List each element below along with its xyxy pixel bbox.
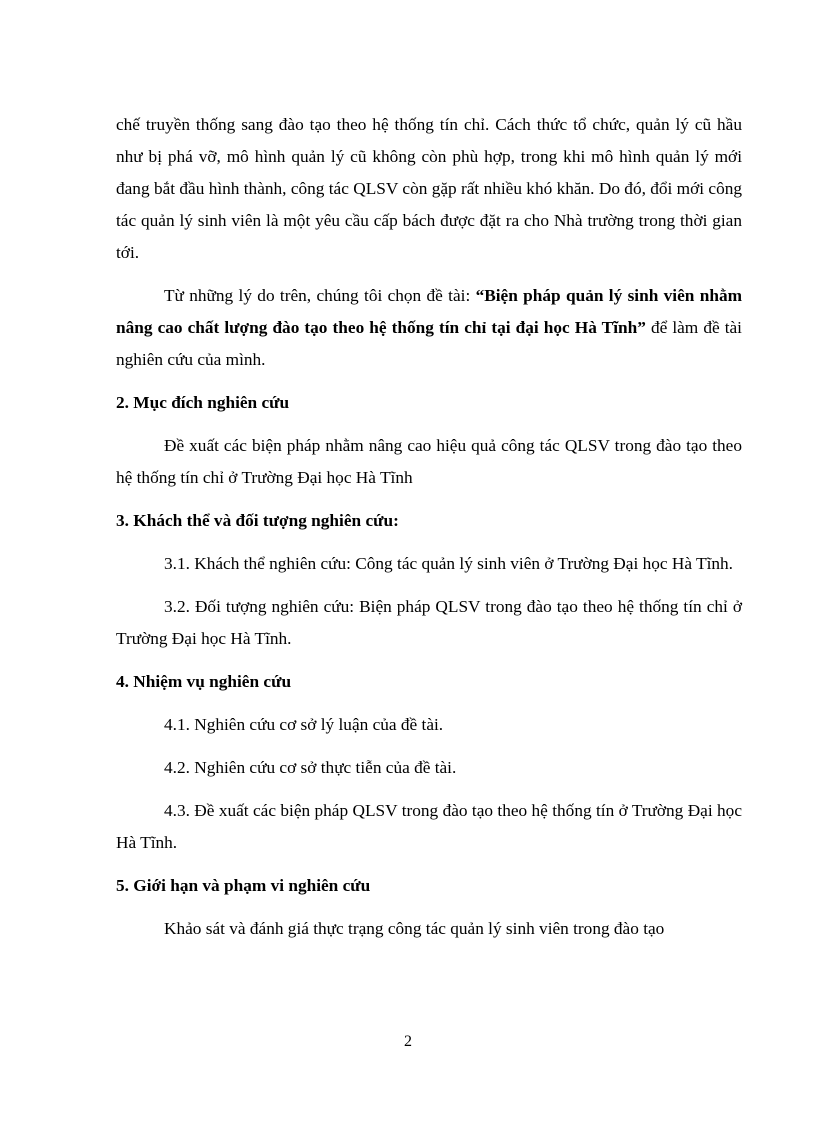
document-page: [116, 109, 742, 945]
section-5-body: Khảo sát và đánh giá thực trạng công tác quản lý sinh viên trong đào tạo: [164, 919, 665, 938]
topic-suffix: để làm đề tài nghiên cứu của mình.: [116, 318, 742, 369]
topic-prefix: Từ những lý do trên, chúng tôi chọn đề tài:: [164, 286, 476, 305]
intro-paragraph: chế truyền thống sang đào tạo theo hệ thống tín chỉ. Cách thức tổ chức, quản lý cũ hầu như bị phá vỡ, mô hình quản lý cũ không còn phù hợp, trong khi mô hình quản lý mới đang bắt đầu hình thành, công tác QLSV còn gặp rất nhiều khó khăn. Do đó, đổi mới công tác quản lý sinh viên là một yêu cầu cấp bách được đặt ra cho Nhà trường trong thời gian tới.: [116, 115, 742, 262]
page-number: 2: [404, 1033, 412, 1050]
topic-title: “Biện pháp quản lý sinh viên nhằm nâng cao chất lượng đào tạo theo hệ thống tín chỉ tại đại học Hà Tĩnh”: [116, 286, 742, 337]
section-3-heading: 3. Khách thể và đối tượng nghiên cứu:: [116, 511, 399, 530]
section-4-item-2: 4.2. Nghiên cứu cơ sở thực tiễn của đề tài.: [164, 758, 457, 777]
topic-paragraph: [116, 280, 742, 376]
section-2-heading: 2. Mục đích nghiên cứu: [116, 393, 290, 412]
section-5-heading: 5. Giới hạn và phạm vi nghiên cứu: [116, 876, 371, 895]
section-3-item-2: 3.2. Đối tượng nghiên cứu: Biện pháp QLSV trong đào tạo theo hệ thống tín chỉ ở Trường Đại học Hà Tĩnh.: [116, 597, 742, 648]
section-2-body: Đề xuất các biện pháp nhằm nâng cao hiệu quả công tác QLSV trong đào tạo theo hệ thống tín chỉ ở Trường Đại học Hà Tĩnh: [116, 436, 742, 487]
section-4-item-1: 4.1. Nghiên cứu cơ sở lý luận của đề tài.: [164, 715, 444, 734]
section-4-heading: 4. Nhiệm vụ nghiên cứu: [116, 672, 292, 691]
section-4-item-3: 4.3. Đề xuất các biện pháp QLSV trong đào tạo theo hệ thống tín ở Trường Đại học Hà Tĩnh.: [116, 801, 742, 852]
section-3-item-1: 3.1. Khách thể nghiên cứu: Công tác quản lý sinh viên ở Trường Đại học Hà Tĩnh.: [164, 554, 733, 573]
